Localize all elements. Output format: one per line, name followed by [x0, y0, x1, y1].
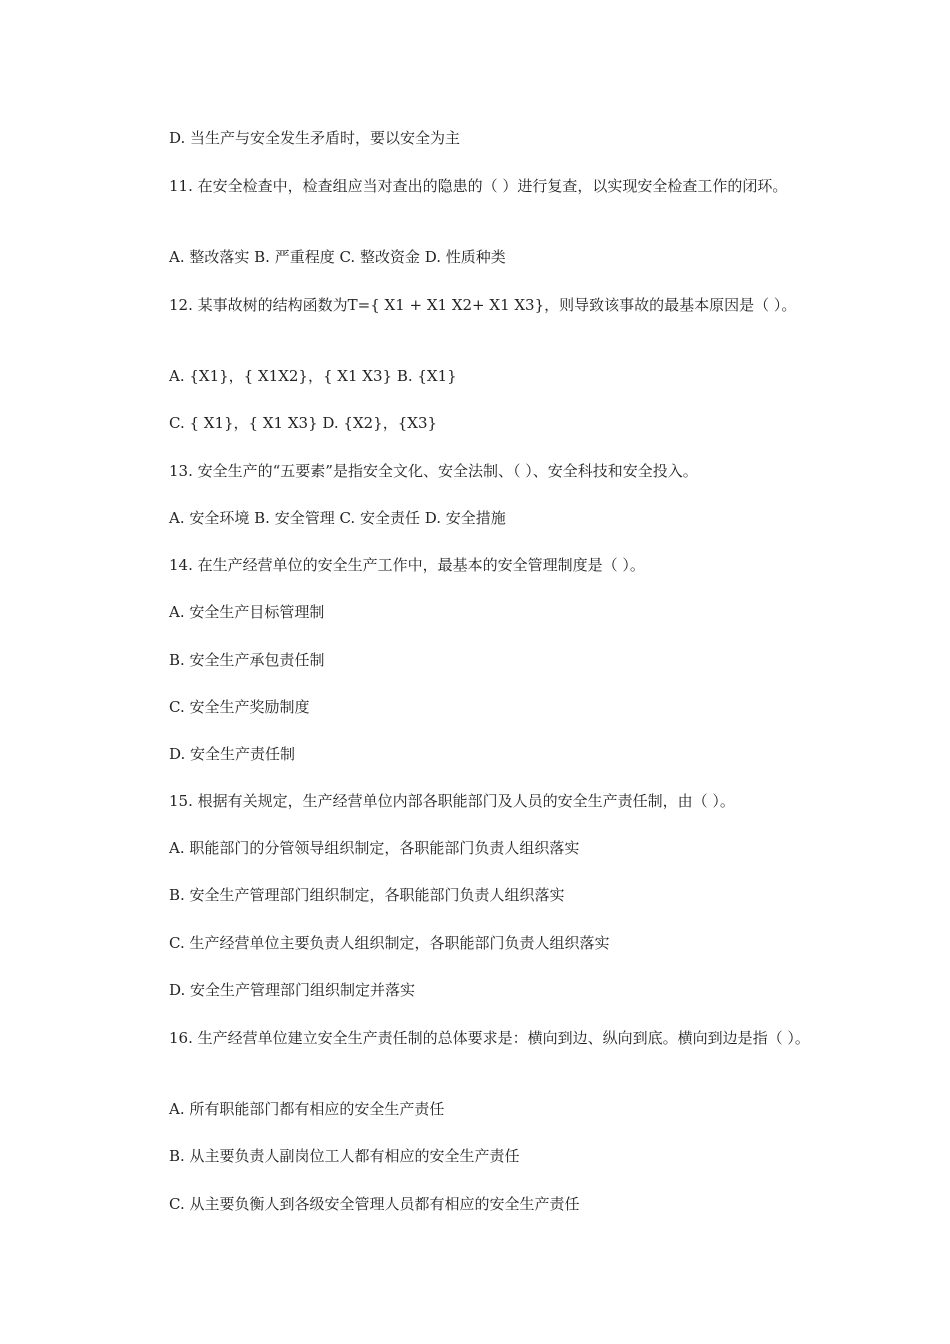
- option-c-q16: C. 从主要负衡人到各级安全管理人员都有相应的安全生产责任: [169, 1195, 580, 1213]
- option-b-q15: B. 安全生产管理部门组织制定，各职能部门负责人组织落实: [169, 886, 565, 904]
- question-12: 12. 某事故树的结构函数为T={ X1 + X1 X2+ X1 X3}，则导致该事故的最基本原因是（ ）。: [169, 296, 797, 314]
- question-15: 15. 根据有关规定，生产经营单位内部各职能部门及人员的安全生产责任制，由（ ）。: [169, 792, 735, 810]
- options-q11: A. 整改落实 B. 严重程度 C. 整改资金 D. 性质种类: [169, 248, 506, 266]
- question-16: 16. 生产经营单位建立安全生产责任制的总体要求是：横向到边、纵向到底。横向到边是指（ ）。: [169, 1029, 810, 1047]
- option-b-q16: B. 从主要负责人副岗位工人都有相应的安全生产责任: [169, 1147, 520, 1165]
- question-13: 13. 安全生产的“五要素”是指安全文化、安全法制、（ ）、安全科技和安全投入。: [169, 462, 698, 480]
- options-q12-ab: A. {X1}，{ X1X2}，{ X1 X3} B. {X1}: [169, 367, 457, 385]
- option-a-q16: A. 所有职能部门都有相应的安全生产责任: [169, 1100, 445, 1118]
- option-a-q15: A. 职能部门的分管领导组织制定，各职能部门负责人组织落实: [169, 839, 580, 857]
- question-14: 14. 在生产经营单位的安全生产工作中，最基本的安全管理制度是（ ）。: [169, 556, 645, 574]
- option-c-q14: C. 安全生产奖励制度: [169, 698, 310, 716]
- option-d-q10: D. 当生产与安全发生矛盾时，要以安全为主: [169, 129, 461, 147]
- question-11: 11. 在安全检查中，检查组应当对查出的隐患的（ ）进行复查，以实现安全检查工作的闭环。: [169, 177, 788, 195]
- option-b-q14: B. 安全生产承包责任制: [169, 651, 325, 669]
- options-q13: A. 安全环境 B. 安全管理 C. 安全责任 D. 安全措施: [169, 509, 506, 527]
- option-c-q15: C. 生产经营单位主要负责人组织制定，各职能部门负责人组织落实: [169, 934, 610, 952]
- options-q12-cd: C. { X1}，{ X1 X3} D. {X2}，{X3}: [169, 414, 438, 432]
- option-d-q15: D. 安全生产管理部门组织制定并落实: [169, 981, 416, 999]
- option-d-q14: D. 安全生产责任制: [169, 745, 296, 763]
- option-a-q14: A. 安全生产目标管理制: [169, 603, 325, 621]
